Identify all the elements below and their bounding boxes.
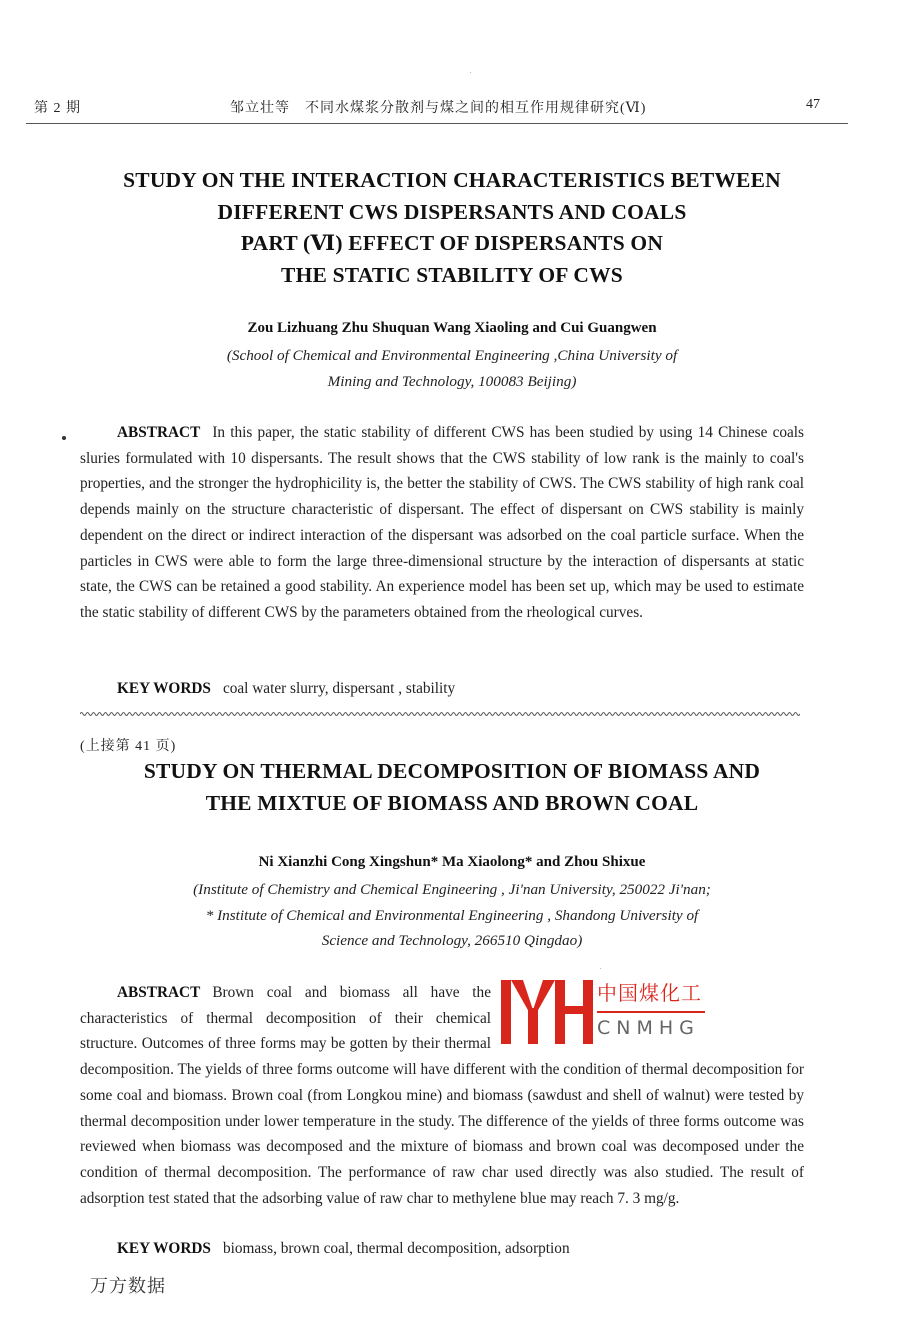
article1-title [0,165,904,291]
abstract-text: Brown coal and biomass all have the characteristics of thermal decomposition of their chemical structure. Outcomes of three forms may be gotten by their thermal decomposition. The yields of three forms outcome will have different with the condition of thermal decomposition for some coal and biomass. Brown coal (from Longkou mine) and biomass (sawdust and shell of walnut) were tested by thermal decomposition under lower temperature in the study. The difference of the yields of three forms outcome was reviewed when biomass was decomposed and the mixture of biomass and brown coal was decomposed under the condition of thermal decomposition. The performance of raw char used directly was also studied. The result of adsorption test stated that the adsorbing value of raw char to methylene blue may reach 7. 3 mg/g. [80,984,804,1207]
logo-chinese-text: 中国煤化工 [597,981,702,1005]
scan-speck [470,72,471,73]
article2-abstract [80,980,804,1211]
margin-mark [62,436,66,440]
title-line: THE MIXTUE OF BIOMASS AND BROWN COAL [205,790,699,815]
article1-authors: Zou Lizhuang Zhu Shuquan Wang Xiaoling and Cui Guangwen [247,320,657,336]
abstract-text: In this paper, the static stability of different CWS has been studied by using 14 Chinese coals sluries formulated with 10 dispersants. The result shows that the CWS stability of low rank is the mainly to coal's properties, and the stronger the hydrophicility is, the better the stability of CWS. The CWS stability of high rank coal depends mainly on the structure characteristic of dispersant. The effect of dispersant on CWS stability is mainly dependent on the direct or indirect interaction of the dispersant was adsorbed on the coal particle surface. When the particles in CWS were able to form the large three-dimensional structure by the interaction of dispersants at static state, the CWS can be retained a good stability. An experience model has been set up, which may be used to estimate the static stability of different CWS by the parameters obtained from the rheological curves. [80,424,804,621]
cnmhg-logo [499,980,709,1044]
title-line: PART (Ⅵ) EFFECT OF DISPERSANTS ON [240,231,664,255]
keywords-label: KEY WORDS [117,1240,211,1257]
article1-abstract [80,420,804,626]
logo-english-text: CNMHG [597,1017,700,1039]
logo-divider [597,1011,705,1013]
article2-title [0,756,904,819]
affiliation-line: * Institute of Chemical and Environmental Engineering , Shandong University of [205,906,699,924]
wavy-divider [80,710,800,718]
title-line: STUDY ON THERMAL DECOMPOSITION OF BIOMASS AND [143,759,761,783]
scan-speck [600,968,601,969]
keywords-label: KEY WORDS [117,680,211,697]
wanfang-watermark: 万方数据 [90,1276,166,1297]
title-line: THE STATIC STABILITY OF CWS [281,262,623,287]
keywords-text: coal water slurry, dispersant , stability [222,680,456,697]
article2-keywords [117,1240,570,1258]
title-line: STUDY ON THE INTERACTION CHARACTERISTICS BETWEEN [123,168,781,192]
affiliation-line: (Institute of Chemistry and Chemical Engineering , Ji'nan University, 250022 Ji'nan; [193,881,711,898]
title-line: DIFFERENT CWS DISPERSANTS AND COALS [217,199,687,224]
keywords-text: biomass, brown coal, thermal decomposition, adsorption [222,1240,570,1257]
page-number: 47 [806,97,820,112]
affiliation-line: (School of Chemical and Environmental Engineering ,China University of [226,347,678,364]
abstract-label: ABSTRACT [117,424,201,441]
issue-number: 第 2 期 [34,101,81,116]
article2-affiliation [0,877,904,954]
mh-logo-mark-icon [499,980,595,1044]
header-rule [26,123,848,124]
affiliation-line: Science and Technology, 266510 Qingdao) [321,932,583,949]
article1-keywords [117,680,455,698]
article2-authors: Ni Xianzhi Cong Xingshun* Ma Xiaolong* and Zhou Shixue [258,854,646,870]
abstract-label: ABSTRACT [117,984,201,1001]
article1-affiliation [0,343,904,394]
running-header [34,97,820,121]
affiliation-line: Mining and Technology, 100083 Beijing) [327,372,577,390]
continued-from-note: (上接第 41 页) [80,739,177,754]
running-title: 邹立壮等 不同水煤浆分散剂与煤之间的相互作用规律研究(Ⅵ) [230,101,647,116]
